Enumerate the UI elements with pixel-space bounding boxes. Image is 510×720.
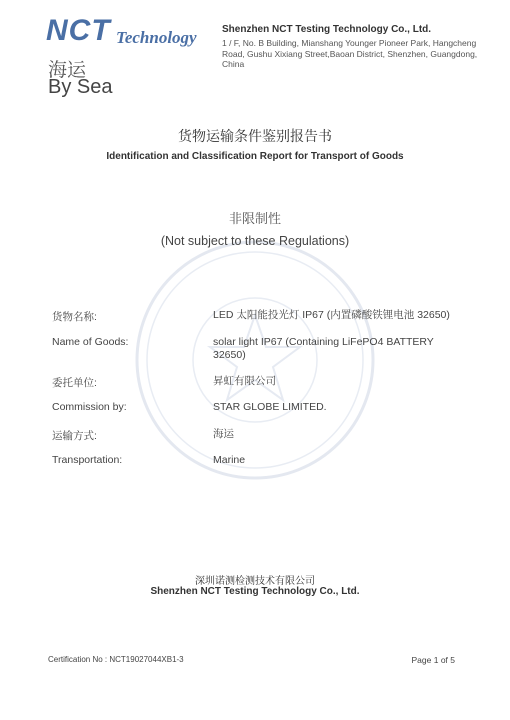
logo-main-text: NCT: [46, 14, 111, 47]
transport-mode-cn: 海运: [48, 59, 87, 81]
company-name: Shenzhen NCT Testing Technology Co., Ltd.: [222, 24, 432, 35]
report-title-en: Identification and Classification Report for Transport of Goods: [106, 151, 404, 162]
page-number: Page 1 of 5: [411, 655, 455, 665]
certification-number: Certification No : NCT19027044XB1-3: [48, 655, 184, 664]
field-value-transport-cn: 海运: [213, 428, 234, 440]
field-label-commission-en: Commission by:: [52, 401, 127, 413]
field-label-goods-cn: 货物名称:: [52, 311, 97, 323]
field-value-transport-en: Marine: [213, 454, 246, 466]
classification-status-en: (Not subject to these Regulations): [160, 234, 350, 248]
company-address: 1 / F, No. B Building, Mianshang Younger Pioneer Park, Hangcheng Road, Gushu Xixiang Street,Baoan District, Shenzhen, Guangdong, China: [222, 38, 478, 69]
field-label-goods-en: Name of Goods:: [52, 336, 129, 348]
issuer-name-cn: 深圳诺测检测技术有限公司: [195, 576, 315, 587]
field-value-goods-cn: LED 太阳能投光灯 IP67 (内置磷酸铁锂电池 32650): [213, 309, 450, 321]
field-label-transport-en: Transportation:: [52, 454, 123, 466]
field-value-commission-cn: 昇虹有限公司: [213, 375, 276, 387]
field-value-goods-en: solar light IP67 (Containing LiFePO4 BATTERY 32650): [213, 336, 434, 361]
report-title-cn: 货物运输条件鉴别报告书: [178, 129, 332, 145]
field-value-commission-en: STAR GLOBE LIMITED.: [213, 401, 327, 413]
nct-logo: [46, 14, 216, 54]
company-block: [222, 24, 492, 70]
field-label-transport-cn: 运输方式:: [52, 430, 97, 442]
issuer-name-en: Shenzhen NCT Testing Technology Co., Ltd.: [150, 586, 360, 597]
classification-status-cn: 非限制性: [228, 211, 281, 226]
logo-sub-text: Technology: [116, 28, 197, 47]
transport-mode-en: By Sea: [48, 76, 113, 98]
field-label-commission-cn: 委托单位:: [52, 377, 97, 389]
